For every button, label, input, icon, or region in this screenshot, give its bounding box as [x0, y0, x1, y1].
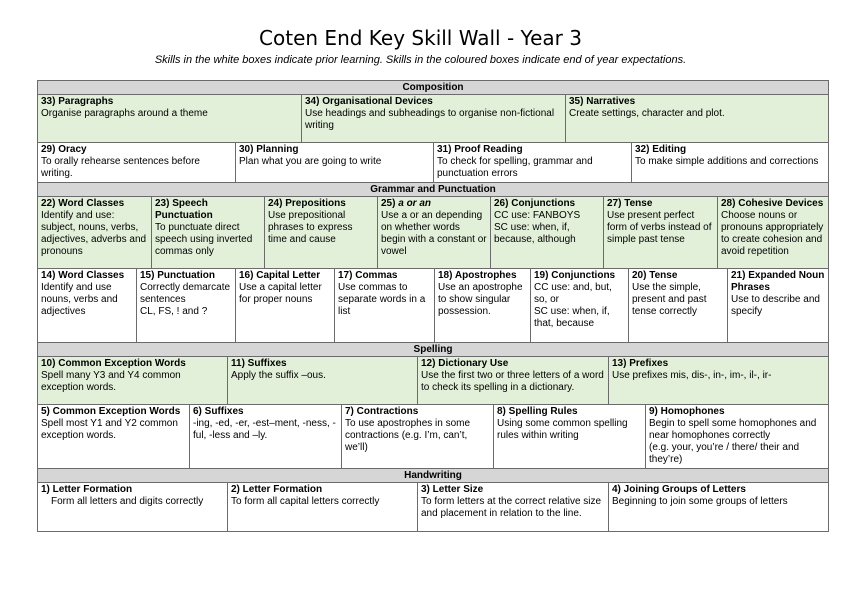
skill-title: 12) Dictionary Use [421, 358, 509, 369]
skill-title: 21) Expanded Noun Phrases [731, 270, 825, 293]
grammar-row-prior [38, 269, 828, 343]
skill-cell-26-conjunctions [491, 197, 604, 268]
skill-description: To use apostrophes in some contractions (e.g. I’m, can’t, we’ll) [345, 418, 471, 453]
skill-wall-table [37, 80, 829, 532]
skill-cell-19-conjunctions [531, 269, 629, 342]
skill-description: Use prepositional phrases to express time and cause [268, 210, 353, 245]
skill-cell-27-tense [604, 197, 718, 268]
skill-cell-12-dictionary-use [418, 357, 609, 404]
skill-description: To check for spelling, grammar and punctuation errors [437, 156, 593, 179]
skill-title: 9) Homophones [649, 406, 725, 417]
skill-cell-1-letter-formation [38, 483, 228, 531]
skill-cell-4-joining-groups-of-letters [609, 483, 828, 531]
skill-title-prefix: 25) [381, 198, 399, 209]
skill-title: 4) Joining Groups of Letters [612, 484, 746, 495]
skill-description: Beginning to join some groups of letters [612, 496, 788, 507]
skill-title: 22) Word Classes [41, 198, 125, 209]
skill-cell-13-prefixes [609, 357, 828, 404]
skill-cell-22-word-classes [38, 197, 152, 268]
skill-description: Use prefixes mis, dis-, in-, im-, il-, ir- [612, 370, 772, 381]
skill-title: 15) Punctuation [140, 270, 216, 281]
skill-description: Use the first two or three letters of a word to check its spelling in a dictionary. [421, 370, 604, 393]
skill-title: 24) Prepositions [268, 198, 346, 209]
skill-cell-9-homophones [646, 405, 828, 468]
skill-title: 32) Editing [635, 144, 687, 155]
skill-description: Identify and use: subject, nouns, verbs, adjectives, adverbs and pronouns [41, 210, 147, 257]
skill-description: CC use: and, but, so, or SC use: when, if, that, because [534, 282, 612, 329]
skill-title: 29) Oracy [41, 144, 87, 155]
skill-description: Plan what you are going to write [239, 156, 382, 167]
skill-title: 19) Conjunctions [534, 270, 616, 281]
skill-title: 33) Paragraphs [41, 96, 114, 107]
skill-cell-3-letter-size [418, 483, 609, 531]
skill-title: 6) Suffixes [193, 406, 244, 417]
page-subtitle: Skills in the white boxes indicate prior learning. Skills in the coloured boxes indicate end of year expectations. [154, 54, 687, 66]
skill-cell-35-narratives [566, 95, 828, 142]
skill-cell-23-speech-punctuation [152, 197, 265, 268]
skill-description: Form all letters and digits correctly [51, 496, 204, 507]
skill-cell-24-prepositions [265, 197, 378, 268]
skill-title: 34) Organisational Devices [305, 96, 433, 107]
skill-title-italic: a or an [398, 198, 432, 209]
skill-description: To form all capital letters correctly [231, 496, 380, 507]
skill-cell-18-apostrophes [435, 269, 531, 342]
skill-cell-10-common-exception-words [38, 357, 228, 404]
skill-cell-5-common-exception-words [38, 405, 190, 468]
spelling-row-prior [38, 405, 828, 469]
skill-cell-33-paragraphs [38, 95, 302, 142]
section-header-handwriting: Handwriting [38, 469, 828, 483]
skill-title: 10) Common Exception Words [41, 358, 186, 369]
skill-cell-31-proof-reading [434, 143, 632, 182]
skill-description: Spell most Y1 and Y2 common exception words. [41, 418, 178, 441]
skill-description: Begin to spell some homophones and near homophones correctly (e.g. your, you’re / there/ their and they’re) [649, 418, 817, 465]
skill-description: To make simple additions and corrections [635, 156, 819, 167]
skill-cell-32-editing [632, 143, 828, 182]
skill-description: Use an apostrophe to show singular possession. [438, 282, 523, 317]
skill-cell-28-cohesive-devices [718, 197, 828, 268]
skill-description: Use headings and subheadings to organise non-fictional writing [305, 108, 555, 131]
skill-title: 30) Planning [239, 144, 299, 155]
skill-description: Use present perfect form of verbs instead of simple past tense [607, 210, 712, 245]
skill-description: Use commas to separate words in a list [338, 282, 426, 317]
skill-description: Use the simple, present and past tense correctly [632, 282, 707, 317]
skill-title: 2) Letter Formation [231, 484, 323, 495]
skill-cell-2-letter-formation [228, 483, 418, 531]
skill-title: 11) Suffixes [231, 358, 287, 369]
skill-description: Organise paragraphs around a theme [41, 108, 208, 119]
skill-title: 27) Tense [607, 198, 653, 209]
skill-title: 8) Spelling Rules [497, 406, 578, 417]
skill-cell-15-punctuation [137, 269, 236, 342]
skill-title: 5) Common Exception Words [41, 406, 181, 417]
skill-description: Spell many Y3 and Y4 common exception words. [41, 370, 181, 393]
skill-description: To orally rehearse sentences before writing. [41, 156, 200, 179]
skill-cell-29-oracy [38, 143, 236, 182]
composition-row-expectations [38, 95, 828, 143]
skill-description: Choose nouns or pronouns appropriately to create cohesion and avoid repetition [721, 210, 824, 257]
skill-title: 31) Proof Reading [437, 144, 523, 155]
skill-cell-30-planning [236, 143, 434, 182]
skill-description: Use a or an depending on whether words begin with a constant or vowel [381, 210, 487, 257]
skill-title: 18) Apostrophes [438, 270, 517, 281]
section-header-composition: Composition [38, 81, 828, 95]
skill-cell-11-suffixes [228, 357, 418, 404]
skill-title: 26) Conjunctions [494, 198, 576, 209]
skill-cell-6-suffixes [190, 405, 342, 468]
skill-description: Using some common spelling rules within writing [497, 418, 628, 441]
skill-description: Use a capital letter for proper nouns [239, 282, 322, 305]
skill-cell-25-a-or-an [378, 197, 491, 268]
skill-description: Use to describe and specify [731, 294, 820, 317]
skill-description: Correctly demarcate sentences CL, FS, ! and ? [140, 282, 231, 317]
skill-description: To punctuate direct speech using inverted commas only [155, 222, 253, 257]
skill-description: Identify and use nouns, verbs and adjectives [41, 282, 118, 317]
section-header-spelling: Spelling [38, 343, 828, 357]
page-title: Coten End Key Skill Wall - Year 3 [259, 26, 582, 50]
skill-title: 35) Narratives [569, 96, 636, 107]
skill-cell-17-commas [335, 269, 435, 342]
skill-title: 7) Contractions [345, 406, 419, 417]
skill-description: -ing, -ed, -er, -est–ment, -ness, -ful, -less and –ly. [193, 418, 336, 441]
skill-description: To form letters at the correct relative size and placement in relation to the line. [421, 496, 602, 519]
skill-cell-7-contractions [342, 405, 494, 468]
grammar-row-expectations [38, 197, 828, 269]
handwriting-row [38, 483, 828, 531]
skill-cell-21-expanded-noun-phrases [728, 269, 828, 342]
skill-cell-14-word-classes [38, 269, 137, 342]
skill-title: 14) Word Classes [41, 270, 125, 281]
skill-cell-34-organisational-devices [302, 95, 566, 142]
skill-description: Create settings, character and plot. [569, 108, 725, 119]
skill-title: 20) Tense [632, 270, 678, 281]
skill-title: 28) Cohesive Devices [721, 198, 824, 209]
skill-title: 17) Commas [338, 270, 398, 281]
skill-title: 16) Capital Letter [239, 270, 321, 281]
skill-description: Apply the suffix –ous. [231, 370, 326, 381]
skill-cell-16-capital-letter [236, 269, 335, 342]
composition-row-prior [38, 143, 828, 183]
section-header-grammar: Grammar and Punctuation [38, 183, 828, 197]
skill-cell-8-spelling-rules [494, 405, 646, 468]
skill-title [381, 198, 487, 210]
skill-cell-20-tense [629, 269, 728, 342]
spelling-row-expectations [38, 357, 828, 405]
skill-title: 23) Speech Punctuation [155, 198, 213, 221]
skill-title: 1) Letter Formation [41, 484, 133, 495]
skill-title: 3) Letter Size [421, 484, 484, 495]
skill-title: 13) Prefixes [612, 358, 669, 369]
skill-description: CC use: FANBOYS SC use: when, if, because, although [494, 210, 581, 245]
